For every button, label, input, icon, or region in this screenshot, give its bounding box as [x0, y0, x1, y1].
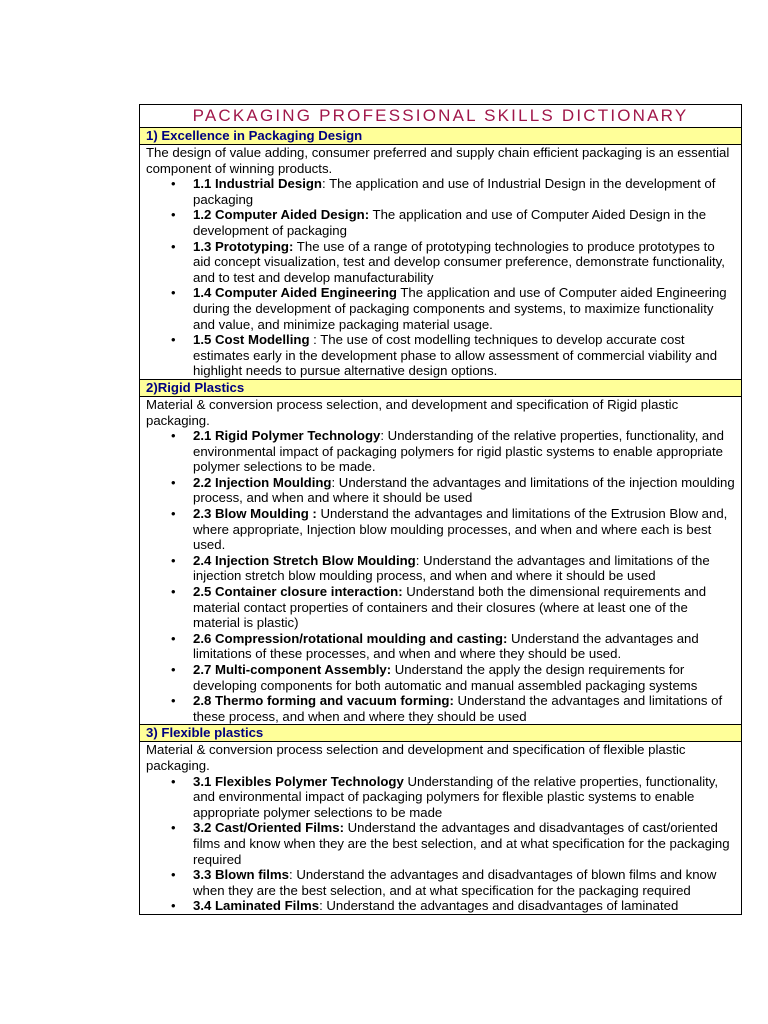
skill-item	[146, 631, 735, 662]
document-title: PACKAGING PROFESSIONAL SKILLS DICTIONARY	[140, 105, 741, 128]
skill-description: The application and use of Computer Aided Design in the development of packaging	[193, 207, 707, 238]
section-intro: The design of value adding, consumer preferred and supply chain efficient packaging is an essential component of winning products.	[146, 145, 730, 176]
section-body	[140, 145, 741, 380]
skill-list	[146, 176, 735, 379]
skill-description: : Understand the advantages and limitations of the injection stretch blow moulding process, and when and where it should be used	[193, 552, 710, 584]
skill-term: 3.3 Blown films	[193, 867, 289, 883]
skill-description: The use of a range of prototyping technologies to produce prototypes to aid concept visualization, test and develop consumer preference, demonstrate functionality, and to test and develop manufacturability	[193, 238, 725, 285]
skill-item	[146, 584, 735, 631]
bullet-icon: •	[171, 506, 176, 522]
skill-term: 1.5 Cost Modelling	[193, 332, 310, 348]
skill-item	[146, 693, 735, 724]
skill-description: Understand the advantages and disadvantages of cast/oriented films and know when they are the best selection, and at what specification for the packaging required	[193, 820, 730, 867]
skill-item	[146, 176, 735, 207]
bullet-icon: •	[171, 176, 176, 192]
bullet-icon: •	[171, 898, 176, 914]
skill-item	[146, 428, 735, 475]
skill-term: 2.3 Blow Moulding :	[193, 506, 317, 522]
section-intro: Material & conversion process selection, and development and specification of Rigid plastic packaging.	[146, 396, 679, 428]
bullet-icon: •	[171, 584, 176, 600]
skill-term: 3.2 Cast/Oriented Films:	[193, 820, 344, 836]
bullet-icon: •	[171, 207, 176, 223]
skill-item	[146, 332, 735, 379]
skill-item	[146, 239, 735, 286]
bullet-icon: •	[171, 773, 176, 789]
skill-item	[146, 867, 735, 898]
skill-list	[146, 428, 735, 724]
skill-item	[146, 662, 735, 693]
section-intro: Material & conversion process selection and development and specification of flexible plastic packaging.	[146, 742, 686, 773]
skill-term: 1.1 Industrial Design	[193, 176, 322, 192]
sections-container	[140, 128, 741, 914]
skill-list	[146, 774, 735, 914]
section-body	[140, 742, 741, 914]
skill-description: Understand the advantages and limitations of the Extrusion Blow and, where appropriate, Injection blow moulding processes, and when and where each is best used.	[193, 506, 728, 553]
skill-term: 2.7 Multi-component Assembly:	[193, 662, 392, 677]
skill-item	[146, 285, 735, 332]
bullet-icon: •	[171, 552, 176, 568]
skill-description: Understanding of the relative properties, functionality, and environmental impact of packaging polymers for flexible plastic systems to enable appropriate polymer selections to be made	[193, 773, 719, 820]
bullet-icon: •	[171, 285, 176, 301]
skill-term: 1.4 Computer Aided Engineering	[193, 285, 397, 301]
skill-description: : Understand the advantages and limitations of the injection moulding process, and when and where it should be used	[193, 474, 735, 506]
skill-item	[146, 475, 735, 506]
bullet-icon: •	[171, 332, 176, 348]
bullet-icon: •	[171, 474, 176, 490]
skill-term: 1.2 Computer Aided Design:	[193, 207, 370, 223]
bullet-icon: •	[171, 662, 176, 677]
section-heading: 3) Flexible plastics	[140, 725, 741, 742]
bullet-icon: •	[171, 238, 176, 254]
skill-term: 3.4 Laminated Films	[193, 898, 320, 914]
skill-item	[146, 553, 735, 584]
section-heading: 1) Excellence in Packaging Design	[140, 128, 741, 145]
skill-term: 2.1 Rigid Polymer Technology	[193, 428, 381, 444]
bullet-icon: •	[171, 428, 176, 444]
skill-description: : The application and use of Industrial Design in the development of packaging	[193, 176, 716, 207]
skill-item	[146, 207, 735, 238]
bullet-icon: •	[171, 867, 176, 883]
skill-item	[146, 898, 735, 914]
skill-item	[146, 506, 735, 553]
skill-description: : The use of cost modelling techniques to develop accurate cost estimates early in the development phase to allow assessment of commercial viability and highlight needs to pursue alternative design options.	[193, 332, 718, 379]
bullet-icon: •	[171, 630, 176, 646]
skills-dictionary-table	[139, 104, 742, 915]
skill-term: 2.5 Container closure interaction:	[193, 584, 403, 600]
skill-term: 2.6 Compression/rotational moulding and casting:	[193, 630, 508, 646]
skill-item	[146, 774, 735, 821]
skill-term: 1.3 Prototyping:	[193, 238, 294, 254]
skill-description: : Understand the advantages and disadvantages of blown films and know when they are the best selection, and at what specification for the packaging required	[193, 867, 717, 898]
bullet-icon: •	[171, 693, 176, 709]
skill-description: The application and use of Computer aided Engineering during the development of packaging components and systems, to maximize functionality and value, and minimize packaging material usage.	[193, 285, 727, 332]
skill-term: 3.1 Flexibles Polymer Technology	[193, 773, 404, 789]
skill-term: 2.4 Injection Stretch Blow Moulding	[193, 552, 416, 568]
bullet-icon: •	[171, 820, 176, 836]
skill-description: Understand the advantages and limitations of these processes, and when and where they should be used.	[193, 630, 699, 662]
skill-term: 2.8 Thermo forming and vacuum forming:	[193, 693, 454, 709]
skill-item	[146, 820, 735, 867]
skill-description: Understand the apply the design requirements for developing components for both automatic and manual assembled packaging systems	[193, 662, 698, 693]
skill-description: Understand both the dimensional requirements and material contact properties of containers and their closures (where at least one of the material is plastic)	[193, 584, 707, 631]
skill-term: 2.2 Injection Moulding	[193, 474, 332, 490]
section-body	[140, 397, 741, 725]
section-heading: 2)Rigid Plastics	[140, 380, 741, 397]
skill-description: Understand the advantages and limitations of these process, and when and where they should be used	[193, 693, 723, 724]
skill-description: : Understanding of the relative properties, functionality, and environmental impact of packaging polymers for rigid plastic systems to enable appropriate polymer selections to be made.	[193, 428, 724, 475]
skill-description: : Understand the advantages and disadvantages of laminated	[319, 898, 679, 914]
